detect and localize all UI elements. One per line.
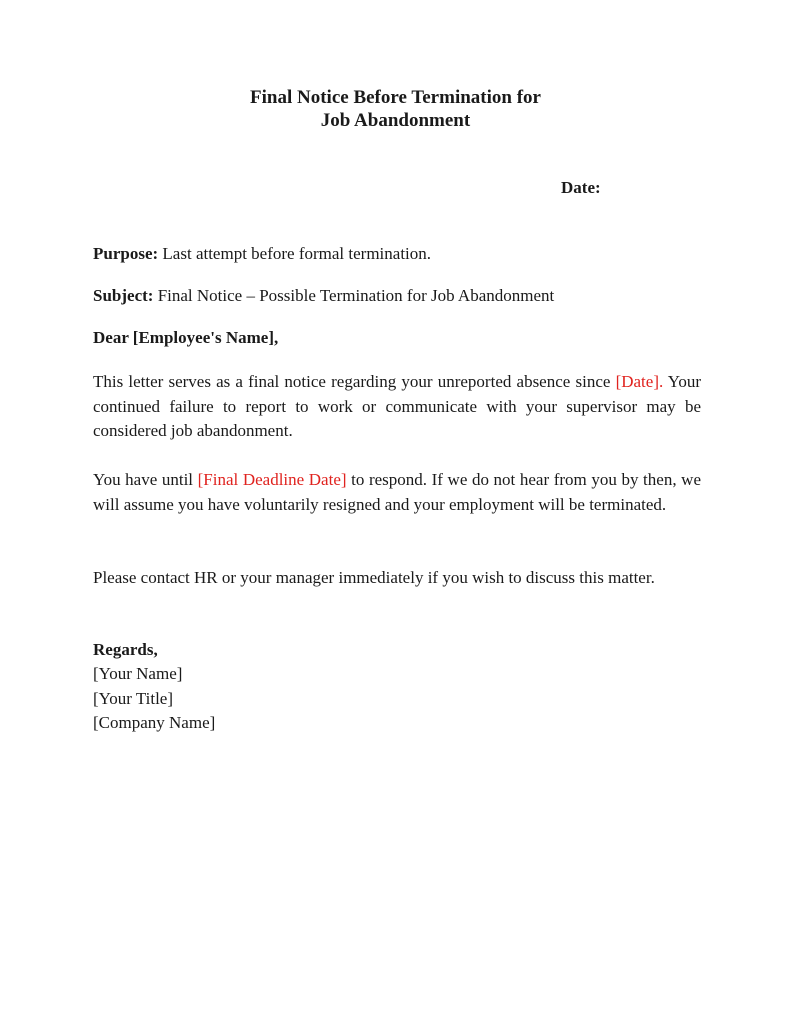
- document-title: [0, 86, 791, 132]
- closing-title: [Your Title]: [93, 689, 174, 708]
- paragraph-1: [93, 370, 701, 444]
- paragraph-1-text-a: This letter serves as a final notice regarding your unreported absence since: [93, 372, 616, 391]
- paragraph-2-text-a: You have until: [93, 470, 198, 489]
- closing-company: [Company Name]: [93, 713, 216, 732]
- date-placeholder: [Date].: [615, 372, 664, 391]
- purpose-line: [93, 244, 431, 264]
- subject-label: Subject:: [93, 286, 154, 305]
- paragraph-3: Please contact HR or your manager immediately if you wish to discuss this matter.: [93, 568, 655, 587]
- title-line-1: Final Notice Before Termination for: [250, 87, 541, 108]
- salutation: Dear [Employee's Name],: [93, 328, 279, 347]
- deadline-placeholder: [Final Deadline Date]: [197, 470, 347, 489]
- paragraph-2: [93, 468, 701, 517]
- paragraph-1-text-b: Your continued failure to report to work or communicate with your supervisor may be considered job abandonment.: [93, 372, 701, 440]
- title-line-2: Job Abandonment: [320, 110, 471, 131]
- closing-regards: Regards,: [93, 640, 158, 659]
- purpose-text: Last attempt before formal termination.: [162, 244, 432, 263]
- date-label: Date:: [561, 178, 601, 197]
- closing-name: [Your Name]: [93, 664, 183, 683]
- subject-text: Final Notice – Possible Termination for Job Abandonment: [157, 286, 555, 305]
- paragraph-2-text-b: to respond. If we do not hear from you by then, we will assume you have voluntarily resigned and your employment will be terminated.: [93, 470, 701, 514]
- subject-line: [93, 286, 554, 306]
- purpose-label: Purpose:: [93, 244, 159, 263]
